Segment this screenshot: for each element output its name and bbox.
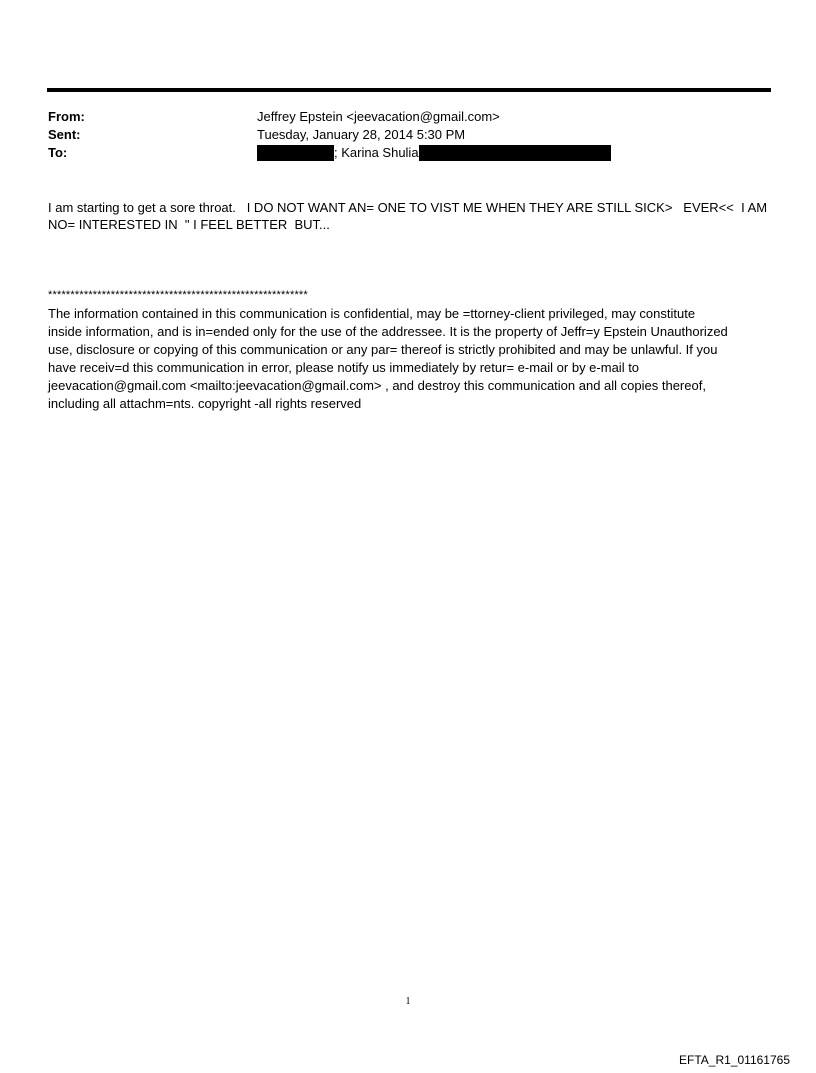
- disclaimer-line: inside information, and is in=ended only for the use of the addressee. It is the property of Jeffr=y Epstein Unauthorized: [48, 324, 728, 339]
- to-value: [257, 145, 611, 161]
- disclaimer-line: jeevacation@gmail.com <mailto:jeevacation@gmail.com> , and destroy this communication and all copies thereof,: [48, 378, 706, 393]
- to-recipient-text: ; Karina Shulia: [334, 145, 419, 160]
- page-number: 1: [405, 996, 411, 1007]
- sent-value: Tuesday, January 28, 2014 5:30 PM: [257, 127, 466, 142]
- disclaimer-line: use, disclosure or copying of this communication or any par= thereof is strictly prohibited and may be unlawful. If you: [48, 342, 718, 357]
- disclaimer-line: The information contained in this communication is confidential, may be =ttorney-client privileged, may constitute: [48, 306, 696, 321]
- redaction-box: [419, 145, 611, 161]
- message-line-2: NO= INTERESTED IN " I FEEL BETTER BUT...: [48, 217, 330, 232]
- from-label: From:: [48, 109, 85, 124]
- disclaimer-line: have receiv=d this communication in error, please notify us immediately by retur= e-mail or by e-mail to: [48, 360, 640, 375]
- redaction-box: [257, 145, 334, 161]
- message-line-1: I am starting to get a sore throat. I DO NOT WANT AN= ONE TO VIST ME WHEN THEY ARE STILL SICK> EVER<< I AM: [48, 200, 768, 215]
- disclaimer-line: including all attachm=nts. copyright -all rights reserved: [48, 396, 362, 411]
- header-rule: [47, 88, 771, 92]
- disclaimer-separator: **********************************************************: [48, 289, 308, 301]
- document-id: EFTA_R1_01161765: [679, 1053, 790, 1067]
- sent-label: Sent:: [48, 127, 81, 142]
- to-label: To:: [48, 145, 68, 160]
- from-value: Jeffrey Epstein <jeevacation@gmail.com>: [257, 109, 500, 124]
